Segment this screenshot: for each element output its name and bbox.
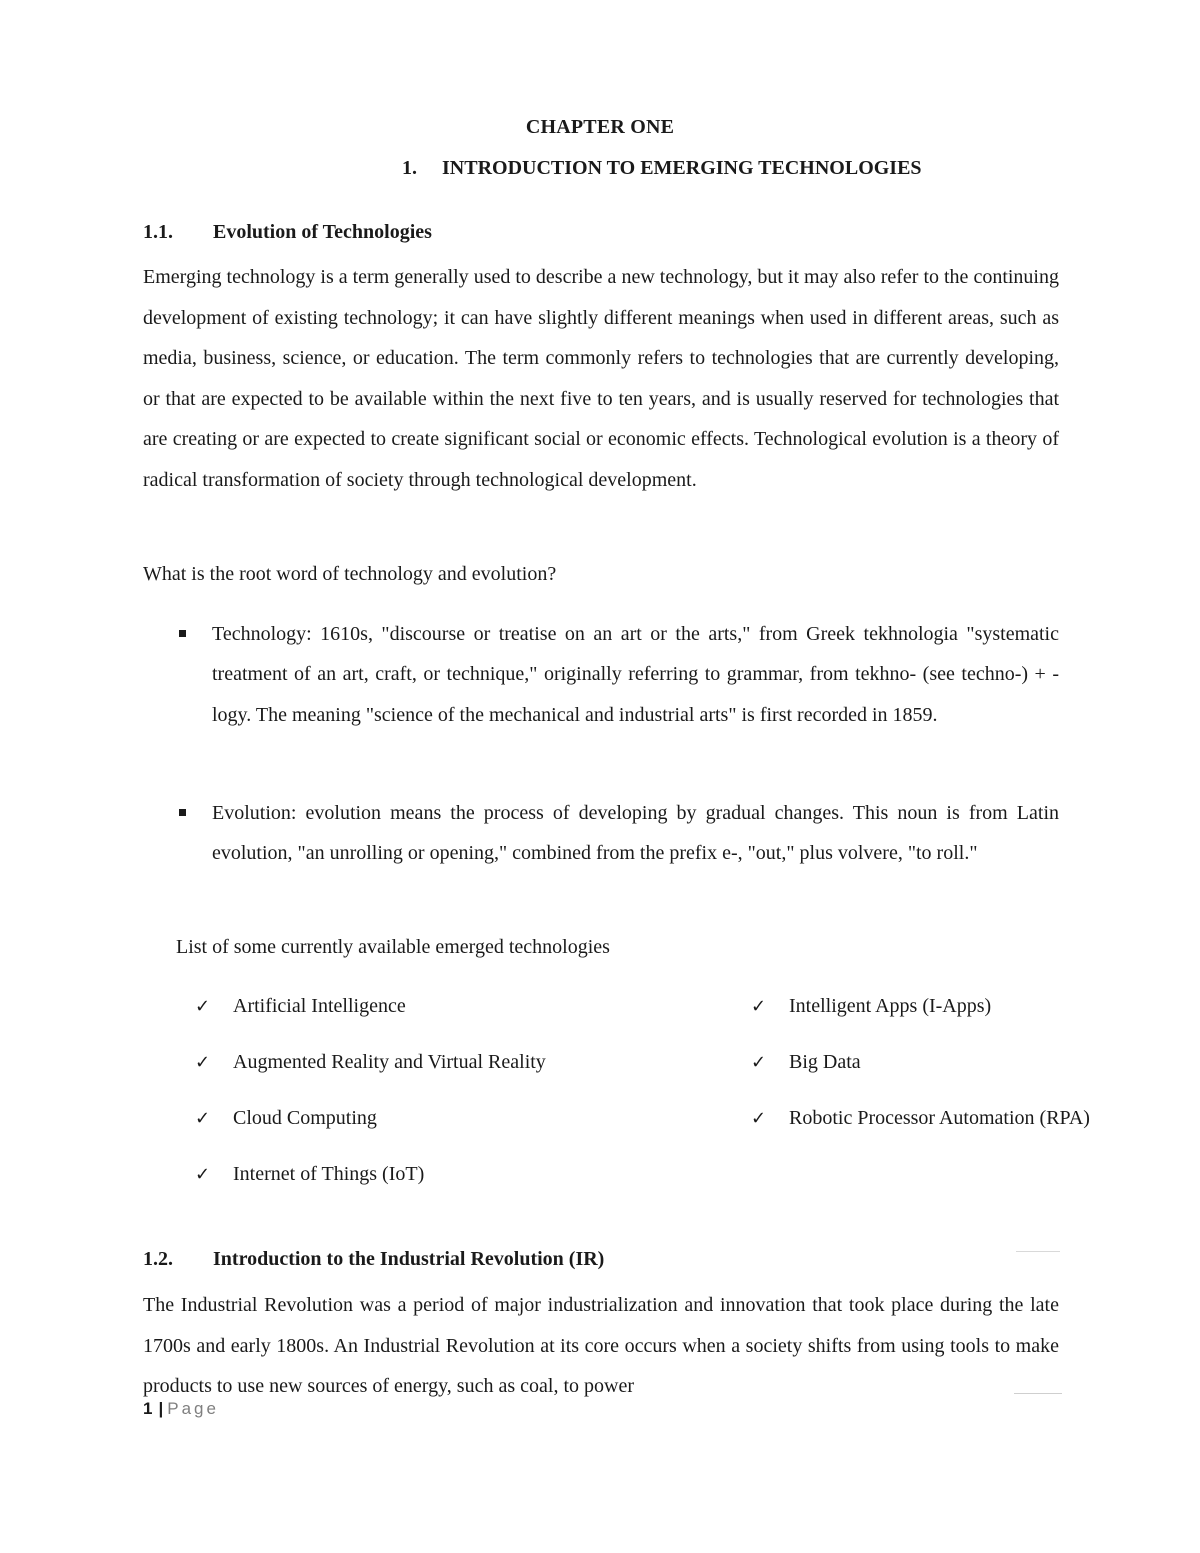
checkmark-icon: ✓: [751, 996, 767, 1017]
technology-name: Cloud Computing: [233, 1107, 377, 1129]
technology-name: Robotic Processor Automation (RPA): [789, 1107, 1090, 1129]
list-item: [143, 793, 1059, 874]
root-word-bullets-2: [143, 793, 1059, 874]
technology-name: Big Data: [789, 1051, 861, 1073]
checkmark-icon: ✓: [751, 1108, 767, 1129]
list-item: [751, 1044, 1091, 1081]
technology-name: Intelligent Apps (I-Apps): [789, 995, 992, 1017]
checkmark-icon: ✓: [195, 1052, 211, 1073]
technology-name: Internet of Things (IoT): [233, 1163, 425, 1185]
footer-divider: [1014, 1393, 1062, 1394]
chapter-number: 1.: [402, 157, 417, 179]
section-heading-1-1: [143, 221, 432, 244]
technologies-list-right: [751, 988, 1091, 1156]
list-item: [195, 1044, 675, 1081]
evolution-paragraph: Emerging technology is a term generally used to describe a new technology, but it may also refer to the continuing development of existing technology; it can have slightly different meanings when used in different areas, such as media, business, science, or education. The term commonly refers to technologies that are currently developing, or that are expected to be available within the next five to ten years, and is usually reserved for technologies that are creating or are expected to create significant social or economic effects. Technological evolution is a theory of radical transformation of society through technological development.: [143, 266, 1059, 491]
section-title: Evolution of Technologies: [213, 221, 432, 243]
section-title: Introduction to the Industrial Revolution (IR): [213, 1248, 605, 1270]
bullet-text: Evolution: evolution means the process of developing by gradual changes. This noun is from Latin evolution, "an unrolling or opening," combined from the prefix e-, "out," plus volvere, "to roll.": [212, 802, 1059, 865]
industrial-revolution-paragraph: The Industrial Revolution was a period of major industrialization and innovation that took place during the late 1700s and early 1800s. An Industrial Revolution at its core occurs when a society shifts from using tools to make products to use new sources of energy, such as coal, to power: [143, 1294, 1059, 1398]
root-word-bullets: [143, 614, 1059, 735]
section-number: 1.2.: [143, 1248, 173, 1270]
checkmark-icon: ✓: [195, 996, 211, 1017]
list-item: [751, 1100, 1091, 1137]
list-item: [751, 988, 1091, 1025]
page-separator: |: [158, 1399, 164, 1418]
checkmark-icon: ✓: [195, 1164, 211, 1185]
chapter-subtitle: [402, 157, 922, 180]
section-number: 1.1.: [143, 221, 173, 243]
chapter-subtitle-text: INTRODUCTION TO EMERGING TECHNOLOGIES: [442, 157, 922, 179]
page-number: 1: [143, 1399, 153, 1418]
divider: [1016, 1251, 1060, 1252]
technologies-list-left: [195, 988, 675, 1212]
list-item: [143, 614, 1059, 735]
bullet-text: Technology: 1610s, "discourse or treatise on an art or the arts," from Greek tekhnologia "systematic treatment of an art, craft, or technique," originally referring to grammar, from tekhno- (see techno-) + -logy. The meaning "science of the mechanical and industrial arts" is first recorded in 1859.: [212, 623, 1059, 726]
checkmark-icon: ✓: [195, 1108, 211, 1129]
list-item: [195, 988, 675, 1025]
square-bullet-icon: [179, 809, 186, 816]
list-item: [195, 1100, 675, 1137]
list-item: [195, 1156, 675, 1193]
technologies-list-intro: List of some currently available emerged technologies: [176, 936, 610, 958]
section-heading-1-2: [143, 1248, 604, 1271]
root-word-question: What is the root word of technology and evolution?: [143, 563, 557, 585]
page-label: Page: [167, 1399, 219, 1418]
chapter-title: CHAPTER ONE: [525, 116, 675, 138]
technology-name: Artificial Intelligence: [233, 995, 406, 1017]
technology-name: Augmented Reality and Virtual Reality: [233, 1051, 546, 1073]
square-bullet-icon: [179, 630, 186, 637]
checkmark-icon: ✓: [751, 1052, 767, 1073]
page-footer: [143, 1399, 219, 1419]
